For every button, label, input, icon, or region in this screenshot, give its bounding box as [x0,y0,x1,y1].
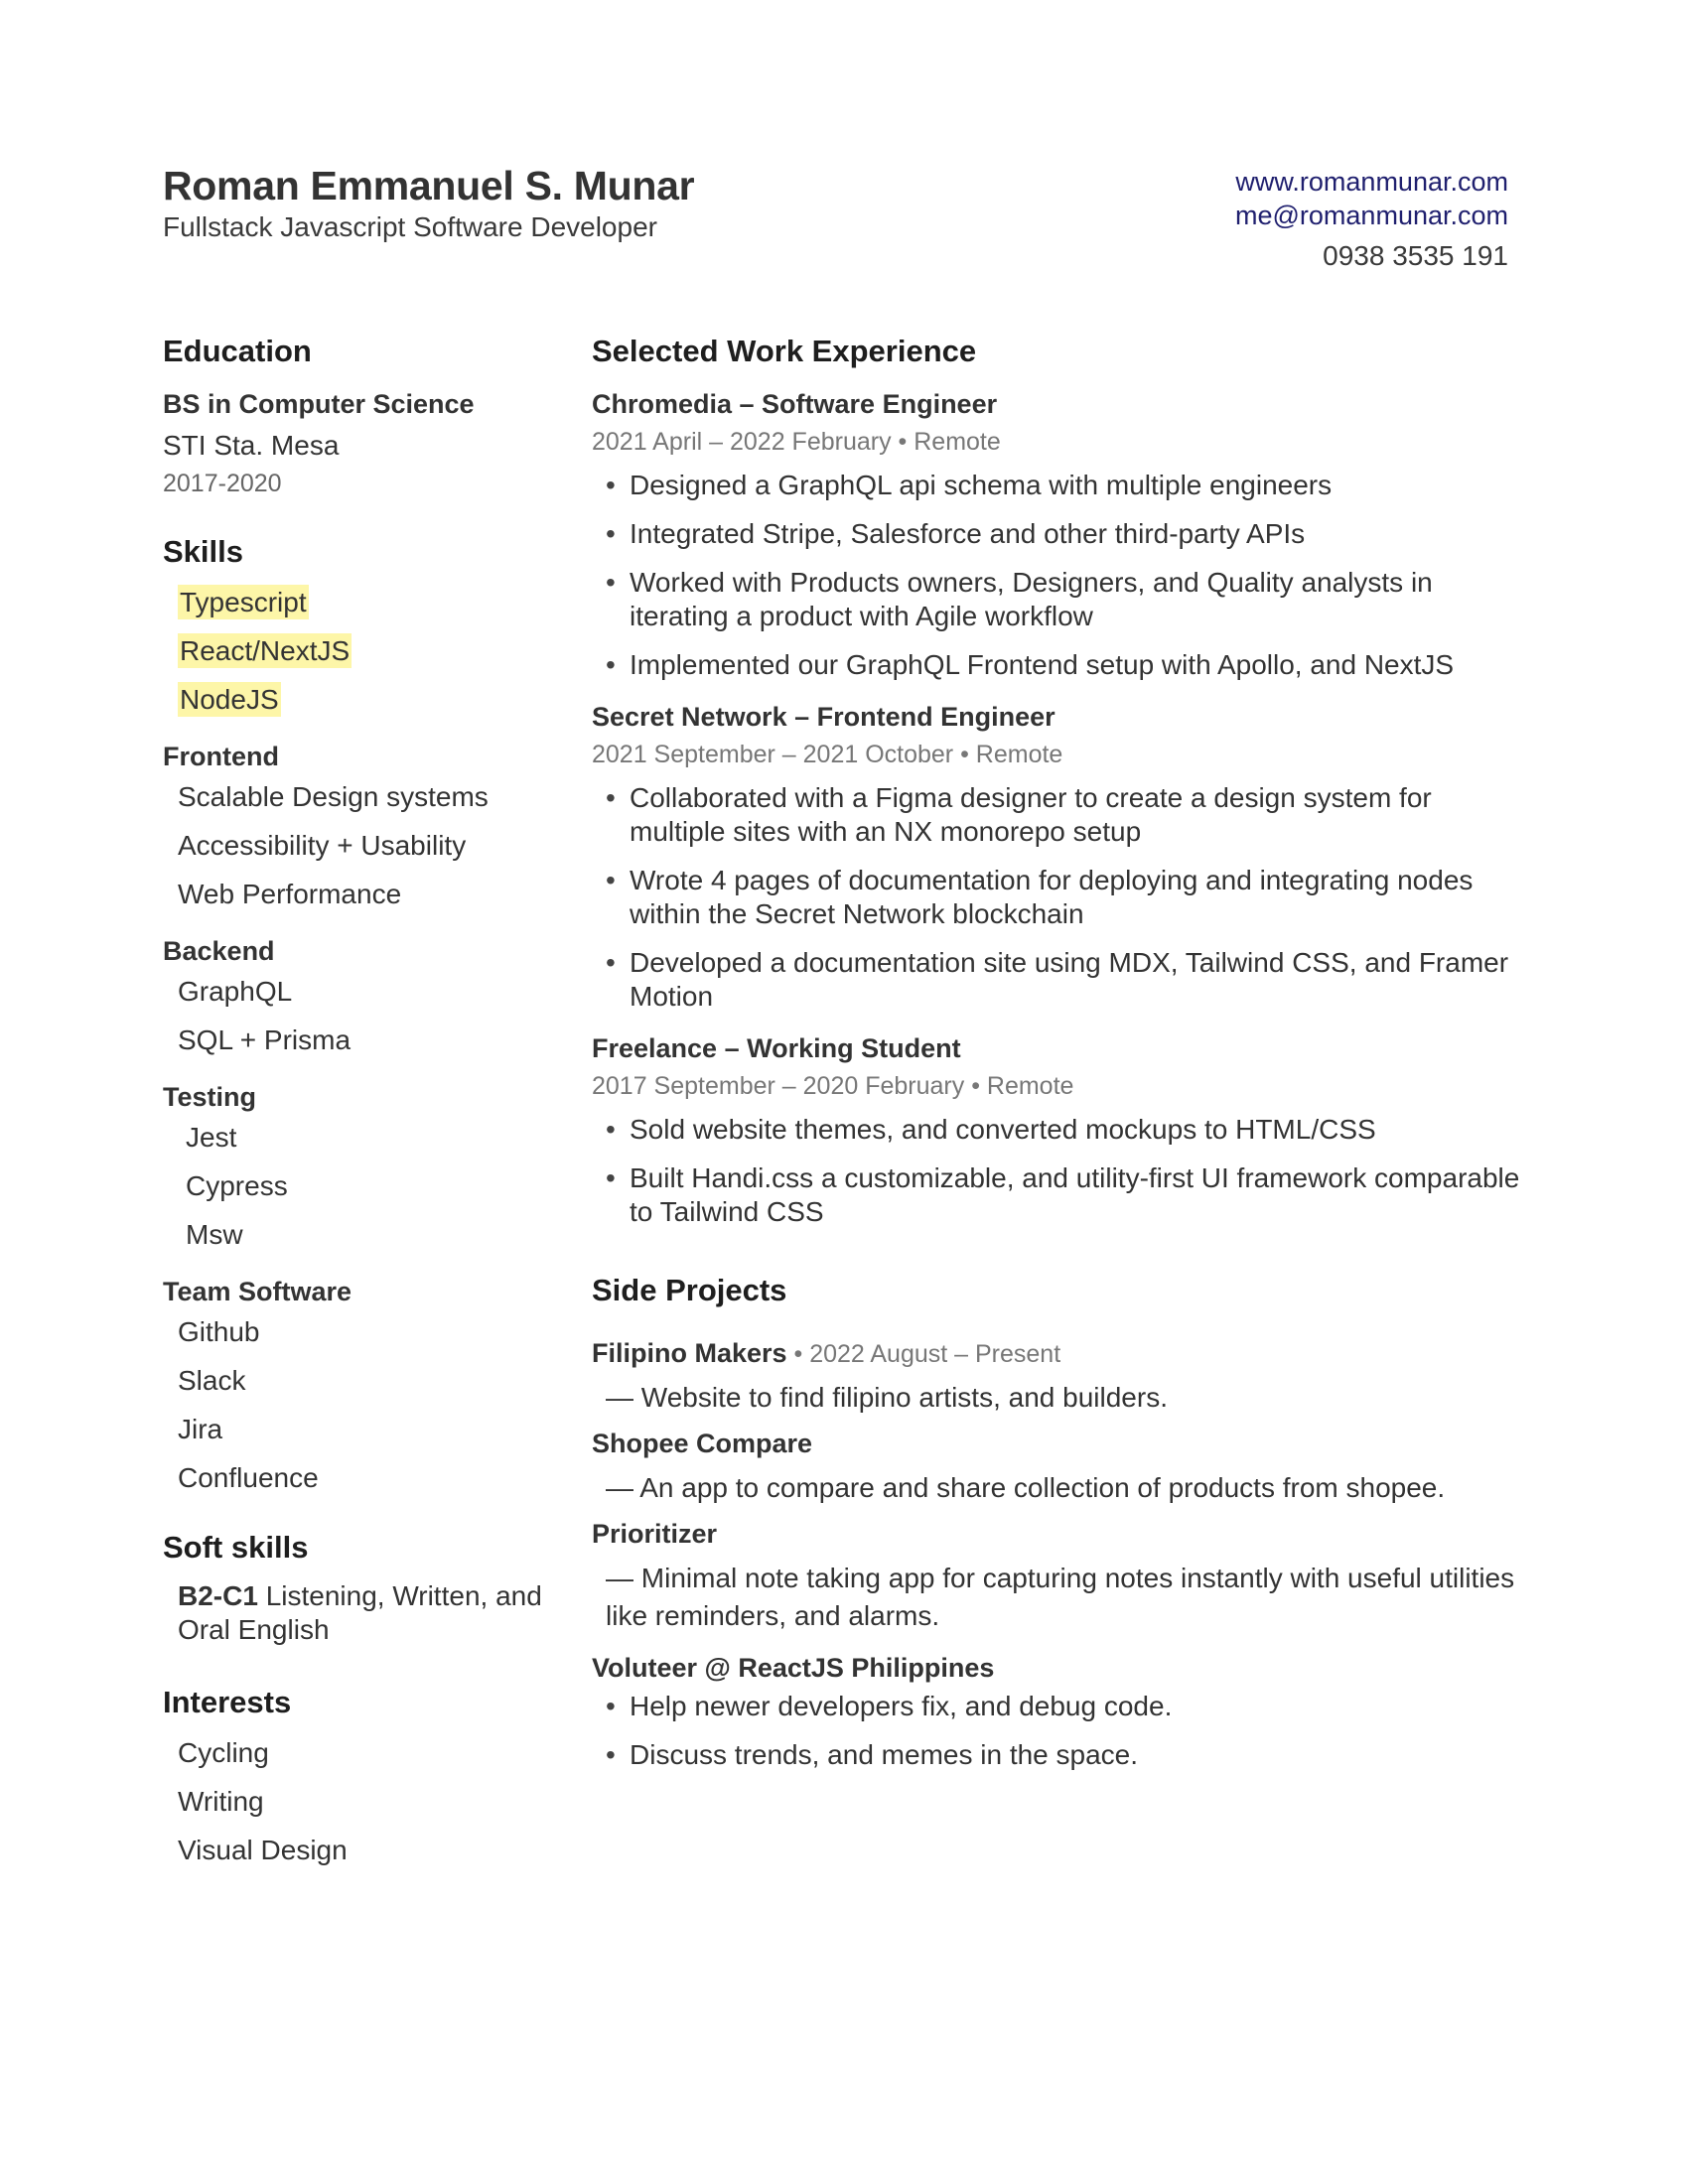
project-title [592,1338,1525,1369]
project-title: Shopee Compare [592,1429,813,1458]
education-heading: Education [163,334,312,368]
list-item: • Worked with Products owners, Designers, and Quality analysts in iterating a product with Agile workflow [592,566,1525,633]
team-software-skills [163,1307,580,1502]
list-item: Cycling [178,1737,269,1768]
job-bullets [592,469,1525,682]
backend-skills [163,967,580,1064]
list-item: Jest [186,1122,237,1153]
education-school: STI Sta. Mesa [163,430,340,461]
job-bullets [592,1113,1525,1229]
volunteer-title: Voluteer @ ReactJS Philippines [592,1653,995,1683]
contact-block [1235,165,1508,274]
project-name: Filipino Makers [592,1338,787,1368]
list-item: Confluence [178,1462,319,1493]
list-item: • Collaborated with a Figma designer to create a design system for multiple sites with an NX monorepo setup [592,781,1525,849]
list-item: Msw [186,1219,243,1250]
resume-title: Fullstack Javascript Software Developer [163,211,657,242]
job-title: Secret Network – Frontend Engineer [592,702,1055,732]
skill-highlight: NodeJS [180,684,279,715]
list-item [163,626,580,675]
job-meta: 2021 September – 2021 October • Remote [592,741,1063,768]
skill-highlight: React/NextJS [180,635,351,666]
frontend-heading: Frontend [163,742,279,771]
project-description: — Minimal note taking app for capturing notes instantly with useful utilities like reminders, and alarms. [606,1563,1515,1631]
soft-skills-text [163,1579,580,1647]
list-item: • Wrote 4 pages of documentation for deploying and integrating nodes within the Secret Network blockchain [592,864,1525,931]
website-link[interactable]: www.romanmunar.com [1235,167,1508,197]
skills-heading: Skills [163,534,243,569]
list-item: GraphQL [178,976,293,1007]
list-item: • Help newer developers fix, and debug code. [592,1690,1525,1723]
soft-skills-description: Listening, Written, and Oral English [178,1580,542,1645]
phone-number: 0938 3535 191 [1323,240,1508,271]
project-description: — An app to compare and share collection of products from shopee. [606,1472,1446,1503]
list-item: SQL + Prisma [178,1024,352,1055]
job-entry [592,389,1525,682]
soft-skills-heading: Soft skills [163,1530,309,1565]
list-item: Accessibility + Usability [178,830,467,861]
left-column [163,334,580,1874]
frontend-skills [163,772,580,918]
experience-heading: Selected Work Experience [592,334,977,368]
list-item: Visual Design [178,1835,348,1865]
job-meta: 2017 September – 2020 February • Remote [592,1072,1074,1100]
list-item: • Integrated Stripe, Salesforce and other third-party APIs [592,517,1525,551]
backend-heading: Backend [163,936,275,966]
highlighted-skills [163,578,580,724]
list-item: Cypress [186,1170,288,1201]
resume-name: Roman Emmanuel S. Munar [163,163,695,208]
list-item [163,578,580,626]
right-column [592,334,1525,1787]
project-title: Prioritizer [592,1519,718,1549]
soft-skills-level: B2-C1 [178,1580,258,1611]
list-item: • Sold website themes, and converted mockups to HTML/CSS [592,1113,1525,1147]
job-entry [592,1033,1525,1229]
list-item [163,675,580,724]
list-item: • Designed a GraphQL api schema with multiple engineers [592,469,1525,502]
list-item: Scalable Design systems [178,781,489,812]
list-item: Web Performance [178,879,402,909]
skill-highlight: Typescript [180,587,307,617]
list-item: Github [178,1316,260,1347]
job-entry [592,702,1525,1014]
volunteer-bullets [592,1690,1525,1772]
email-link[interactable]: me@romanmunar.com [1235,201,1508,230]
job-title: Freelance – Working Student [592,1033,961,1063]
job-title: Chromedia – Software Engineer [592,389,998,419]
interests-list [163,1728,580,1874]
job-meta: 2021 April – 2022 February • Remote [592,428,1001,456]
job-bullets [592,781,1525,1014]
side-projects-heading: Side Projects [592,1273,787,1307]
testing-heading: Testing [163,1082,256,1112]
interests-heading: Interests [163,1685,292,1719]
education-degree: BS in Computer Science [163,389,475,419]
team-software-heading: Team Software [163,1277,352,1306]
education-years: 2017-2020 [163,470,282,497]
project-description: — Website to find filipino artists, and builders. [606,1382,1168,1413]
project-meta: • 2022 August – Present [786,1340,1061,1368]
list-item: Writing [178,1786,264,1817]
list-item: • Discuss trends, and memes in the space. [592,1738,1525,1772]
testing-skills [163,1113,580,1259]
list-item: • Developed a documentation site using MDX, Tailwind CSS, and Framer Motion [592,946,1525,1014]
list-item: • Implemented our GraphQL Frontend setup with Apollo, and NextJS [592,648,1525,682]
list-item: Jira [178,1414,223,1444]
list-item: • Built Handi.css a customizable, and utility-first UI framework comparable to Tailwind CSS [592,1161,1525,1229]
list-item: Slack [178,1365,246,1396]
